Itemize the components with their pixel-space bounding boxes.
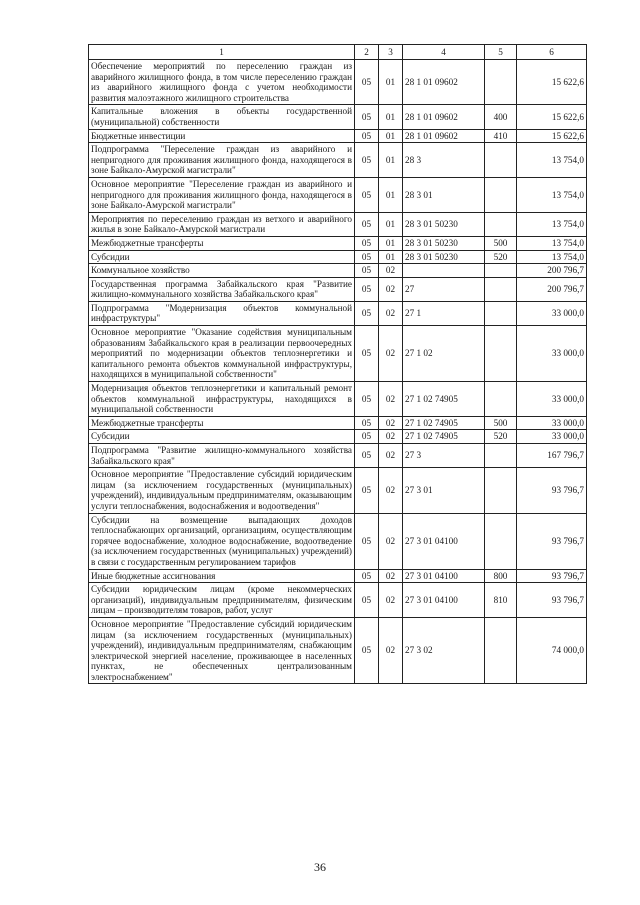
table-body	[89, 60, 587, 684]
row-amount: 15 622,6	[517, 60, 587, 105]
row-target-code: 28 3 01 50230	[403, 236, 485, 250]
row-subsection: 01	[379, 177, 403, 212]
row-target-code: 28 1 01 09602	[403, 60, 485, 105]
row-section: 05	[355, 468, 379, 513]
row-subsection: 02	[379, 617, 403, 684]
row-subsection: 02	[379, 301, 403, 325]
header-col-2: 2	[355, 45, 379, 60]
row-expense-type	[485, 513, 517, 569]
row-expense-type: 520	[485, 430, 517, 444]
row-amount: 13 754,0	[517, 236, 587, 250]
row-subsection: 01	[379, 212, 403, 236]
row-subsection: 02	[379, 513, 403, 569]
row-subsection: 01	[379, 129, 403, 143]
row-amount: 33 000,0	[517, 416, 587, 430]
row-name: Основное мероприятие "Оказание содействия муниципальным образованиям Забайкальского края в реализации первоочередных мероприятий по модернизации объектов теплоэнергетики и капитального ремонта объектов коммунальной инфраструктуры, находящихся в муниципальной собственности"	[89, 326, 355, 382]
table-row	[89, 264, 587, 278]
table-row	[89, 444, 587, 468]
table-row	[89, 569, 587, 583]
row-expense-type	[485, 326, 517, 382]
row-name: Субсидии на возмещение выпадающих доходов теплоснабжающих организаций, организациям, осуществляющим горячее водоснабжение, холодное водоснабжение, водоотведение (за исключением государственных (муниципальных) учреждений) в связи с государственным регулированием тарифов	[89, 513, 355, 569]
row-subsection: 01	[379, 105, 403, 129]
row-subsection: 01	[379, 60, 403, 105]
row-subsection: 02	[379, 569, 403, 583]
header-col-3: 3	[379, 45, 403, 60]
row-target-code: 28 3 01	[403, 177, 485, 212]
row-section: 05	[355, 236, 379, 250]
row-expense-type	[485, 468, 517, 513]
row-expense-type: 500	[485, 236, 517, 250]
row-subsection: 02	[379, 416, 403, 430]
row-amount: 93 796,7	[517, 513, 587, 569]
row-expense-type	[485, 301, 517, 325]
row-name: Субсидии	[89, 250, 355, 264]
table-row	[89, 212, 587, 236]
row-expense-type	[485, 444, 517, 468]
row-amount: 15 622,6	[517, 129, 587, 143]
row-target-code: 27 3	[403, 444, 485, 468]
row-amount: 13 754,0	[517, 250, 587, 264]
table-row	[89, 143, 587, 178]
row-amount: 33 000,0	[517, 301, 587, 325]
row-amount: 93 796,7	[517, 569, 587, 583]
row-section: 05	[355, 382, 379, 417]
header-col-5: 5	[485, 45, 517, 60]
row-target-code: 27 1 02 74905	[403, 430, 485, 444]
row-subsection: 02	[379, 326, 403, 382]
row-target-code: 27 1 02 74905	[403, 416, 485, 430]
row-name: Субсидии	[89, 430, 355, 444]
row-expense-type: 500	[485, 416, 517, 430]
row-target-code: 28 1 01 09602	[403, 129, 485, 143]
row-section: 05	[355, 60, 379, 105]
table-row	[89, 301, 587, 325]
row-subsection: 02	[379, 583, 403, 618]
table-row	[89, 177, 587, 212]
row-expense-type	[485, 60, 517, 105]
row-amount: 15 622,6	[517, 105, 587, 129]
row-section: 05	[355, 212, 379, 236]
row-target-code: 27 3 01	[403, 468, 485, 513]
table-row	[89, 382, 587, 417]
row-expense-type: 520	[485, 250, 517, 264]
row-subsection: 02	[379, 264, 403, 278]
row-amount: 93 796,7	[517, 583, 587, 618]
row-section: 05	[355, 143, 379, 178]
header-col-4: 4	[403, 45, 485, 60]
row-target-code: 27 1	[403, 301, 485, 325]
table-row	[89, 617, 587, 684]
row-amount: 74 000,0	[517, 617, 587, 684]
row-expense-type	[485, 177, 517, 212]
table-row	[89, 468, 587, 513]
row-subsection: 02	[379, 277, 403, 301]
table-header-row	[89, 45, 587, 60]
row-section: 05	[355, 583, 379, 618]
row-amount: 93 796,7	[517, 468, 587, 513]
row-amount: 13 754,0	[517, 143, 587, 178]
row-name: Подпрограмма "Переселение граждан из аварийного и непригодного для проживания жилищного фонда, находящегося в зоне Байкало-Амурской магистрали"	[89, 143, 355, 178]
row-section: 05	[355, 105, 379, 129]
row-section: 05	[355, 430, 379, 444]
header-col-6: 6	[517, 45, 587, 60]
row-name: Основное мероприятие "Предоставление субсидий юридическим лицам (за исключением государственных (муниципальных) учреждений), индивидуальным предпринимателям, оказывающим услуги теплоснабжения, водоснабжения и водоотведения"	[89, 468, 355, 513]
table-row	[89, 277, 587, 301]
row-expense-type	[485, 617, 517, 684]
row-section: 05	[355, 264, 379, 278]
row-subsection: 02	[379, 468, 403, 513]
row-target-code: 27 3 01 04100	[403, 569, 485, 583]
row-section: 05	[355, 513, 379, 569]
row-subsection: 02	[379, 444, 403, 468]
table-row	[89, 583, 587, 618]
row-name: Подпрограмма "Развитие жилищно-коммунального хозяйства Забайкальского края"	[89, 444, 355, 468]
row-target-code: 27 3 02	[403, 617, 485, 684]
table-row	[89, 416, 587, 430]
row-subsection: 01	[379, 143, 403, 178]
row-name: Капитальные вложения в объекты государственной (муниципальной) собственности	[89, 105, 355, 129]
row-target-code: 28 3 01 50230	[403, 250, 485, 264]
row-expense-type: 410	[485, 129, 517, 143]
row-section: 05	[355, 444, 379, 468]
row-expense-type	[485, 264, 517, 278]
row-expense-type	[485, 382, 517, 417]
row-name: Бюджетные инвестиции	[89, 129, 355, 143]
table-row	[89, 129, 587, 143]
row-name: Обеспечение мероприятий по переселению граждан из аварийного жилищного фонда, в том числе переселению граждан из аварийного жилищного фонда с учетом необходимости развития малоэтажного жилищного строительства	[89, 60, 355, 105]
row-expense-type: 800	[485, 569, 517, 583]
row-section: 05	[355, 416, 379, 430]
row-name: Межбюджетные трансферты	[89, 236, 355, 250]
row-section: 05	[355, 301, 379, 325]
row-section: 05	[355, 326, 379, 382]
row-name: Коммунальное хозяйство	[89, 264, 355, 278]
row-amount: 13 754,0	[517, 177, 587, 212]
table-row	[89, 513, 587, 569]
row-subsection: 02	[379, 430, 403, 444]
table-row	[89, 326, 587, 382]
row-section: 05	[355, 129, 379, 143]
row-subsection: 01	[379, 236, 403, 250]
row-section: 05	[355, 177, 379, 212]
row-amount: 33 000,0	[517, 326, 587, 382]
row-target-code: 28 3 01 50230	[403, 212, 485, 236]
table-row	[89, 430, 587, 444]
row-section: 05	[355, 250, 379, 264]
row-target-code: 27 3 01 04100	[403, 513, 485, 569]
row-section: 05	[355, 277, 379, 301]
row-name: Модернизация объектов теплоэнергетики и капитальный ремонт объектов коммунальной инфраструктуры, находящихся в муниципальной собственности	[89, 382, 355, 417]
row-expense-type	[485, 143, 517, 178]
row-subsection: 02	[379, 382, 403, 417]
budget-table	[88, 44, 587, 684]
row-name: Подпрограмма "Модернизация объектов коммунальной инфраструктуры"	[89, 301, 355, 325]
row-target-code: 27 1 02 74905	[403, 382, 485, 417]
row-target-code: 27	[403, 277, 485, 301]
row-amount: 33 000,0	[517, 430, 587, 444]
row-amount: 200 796,7	[517, 277, 587, 301]
row-amount: 13 754,0	[517, 212, 587, 236]
table-row	[89, 250, 587, 264]
budget-table-page	[88, 44, 586, 684]
row-amount: 200 796,7	[517, 264, 587, 278]
row-amount: 33 000,0	[517, 382, 587, 417]
table-row	[89, 60, 587, 105]
row-name: Иные бюджетные ассигнования	[89, 569, 355, 583]
table-row	[89, 236, 587, 250]
row-expense-type	[485, 277, 517, 301]
row-target-code: 27 3 01 04100	[403, 583, 485, 618]
row-target-code: 28 1 01 09602	[403, 105, 485, 129]
row-amount: 167 796,7	[517, 444, 587, 468]
row-section: 05	[355, 617, 379, 684]
page-number: 36	[314, 860, 326, 874]
row-name: Основное мероприятие "Переселение граждан из аварийного и непригодного для проживания жилищного фонда, находящегося в зоне Байкало-Амурской магистрали"	[89, 177, 355, 212]
row-name: Мероприятия по переселению граждан из ветхого и аварийного жилья в зоне Байкало-Амурской магистрали	[89, 212, 355, 236]
row-name: Государственная программа Забайкальского края "Развитие жилищно-коммунального хозяйства Забайкальского края"	[89, 277, 355, 301]
row-target-code: 28 3	[403, 143, 485, 178]
row-name: Основное мероприятие "Предоставление субсидий юридическим лицам (за исключением государственных (муниципальных) учреждений), индивидуальным предпринимателям, снабжающим электрической энергией население, проживающее в населенных пунктах, не обеспеченных централизованным электроснабжением"	[89, 617, 355, 684]
row-target-code	[403, 264, 485, 278]
row-subsection: 01	[379, 250, 403, 264]
row-expense-type	[485, 212, 517, 236]
row-expense-type: 810	[485, 583, 517, 618]
row-expense-type: 400	[485, 105, 517, 129]
header-col-1: 1	[89, 45, 355, 60]
row-name: Межбюджетные трансферты	[89, 416, 355, 430]
table-row	[89, 105, 587, 129]
row-section: 05	[355, 569, 379, 583]
row-name: Субсидии юридическим лицам (кроме некоммерческих организаций), индивидуальным предпринимателям, физическим лицам – производителям товаров, работ, услуг	[89, 583, 355, 618]
row-target-code: 27 1 02	[403, 326, 485, 382]
